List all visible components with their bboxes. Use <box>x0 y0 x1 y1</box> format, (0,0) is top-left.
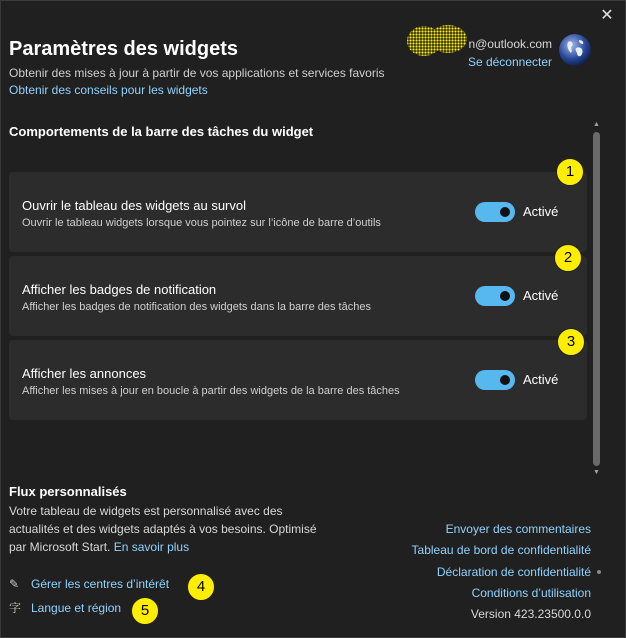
scroll-up-icon[interactable]: ▲ <box>593 121 600 128</box>
signout-link[interactable]: Se déconnecter <box>467 55 552 69</box>
privacy-statement-link[interactable]: Déclaration de confidentialité <box>436 564 591 579</box>
toggle-state-label: Activé <box>523 372 559 387</box>
language-region-link[interactable] <box>9 599 121 616</box>
toggle-state-label: Activé <box>523 288 559 303</box>
language-icon: 字 <box>9 601 22 615</box>
toggle-knob <box>500 207 510 217</box>
language-region-label: Langue et région <box>31 601 122 615</box>
setting-description: Ouvrir le tableau widgets lorsque vous pointez sur l’icône de barre d’outils <box>22 217 381 229</box>
annotation-badge-4: 4 <box>187 573 215 601</box>
redacted-name-mark <box>406 24 468 58</box>
section-title: Comportements de la barre des tâches du widget <box>9 124 314 139</box>
badges-toggle[interactable] <box>475 286 515 306</box>
scroll-thumb[interactable] <box>593 132 600 466</box>
feed-title: Flux personnalisés <box>9 484 127 499</box>
setting-description: Afficher les mises à jour en boucle à partir des widgets de la barre des tâches <box>22 385 400 397</box>
version-text: Version 423.23500.0.0 <box>470 607 591 622</box>
setting-card-badges <box>9 256 587 336</box>
toggle-knob <box>500 375 510 385</box>
privacy-dashboard-link[interactable]: Tableau de bord de confidentialité <box>411 543 591 558</box>
setting-card-hover <box>9 172 587 252</box>
account-email: n@outlook.com <box>468 37 552 51</box>
learn-more-link[interactable]: En savoir plus <box>113 540 190 554</box>
feed-description <box>9 502 329 556</box>
close-icon[interactable]: ✕ <box>600 7 614 24</box>
feedback-link[interactable]: Envoyer des commentaires <box>445 522 591 536</box>
footer-links <box>412 519 591 625</box>
terms-link[interactable]: Conditions d’utilisation <box>471 585 591 600</box>
annotation-badge-2: 2 <box>554 244 582 272</box>
announcements-toggle[interactable] <box>475 370 515 390</box>
scrollbar[interactable] <box>592 120 601 480</box>
page-subtitle: Obtenir des mises à jour à partir de vos applications et services favoris <box>9 66 385 80</box>
toggle-knob <box>500 291 510 301</box>
feed-description-text: Votre tableau de widgets est personnalisé avec des actualités et des widgets adaptés à vos besoins. Optimisé par Microsoft Start. <box>9 504 317 554</box>
manage-interests-label: Gérer les centres d’intérêt <box>31 577 170 591</box>
page-title: Paramètres des widgets <box>9 38 238 60</box>
setting-title: Afficher les annonces <box>22 366 147 381</box>
setting-title: Afficher les badges de notification <box>22 282 217 297</box>
pencil-icon: ✎ <box>9 577 20 591</box>
setting-title: Ouvrir le tableau des widgets au survol <box>22 198 247 213</box>
dot-icon <box>597 570 601 574</box>
scroll-down-icon[interactable]: ▼ <box>593 469 600 476</box>
annotation-badge-5: 5 <box>131 597 159 625</box>
toggle-state-label: Activé <box>523 204 559 219</box>
annotation-badge-1: 1 <box>556 158 584 186</box>
account-area <box>406 24 552 72</box>
avatar[interactable] <box>559 34 591 66</box>
setting-description: Afficher les badges de notification des widgets dans la barre des tâches <box>22 301 371 313</box>
setting-card-announcements <box>9 340 587 420</box>
tips-link[interactable]: Obtenir des conseils pour les widgets <box>9 83 208 97</box>
annotation-badge-3: 3 <box>557 328 585 356</box>
manage-interests-link[interactable] <box>9 577 169 591</box>
hover-open-toggle[interactable] <box>475 202 515 222</box>
privacy-statement-row <box>412 562 601 583</box>
